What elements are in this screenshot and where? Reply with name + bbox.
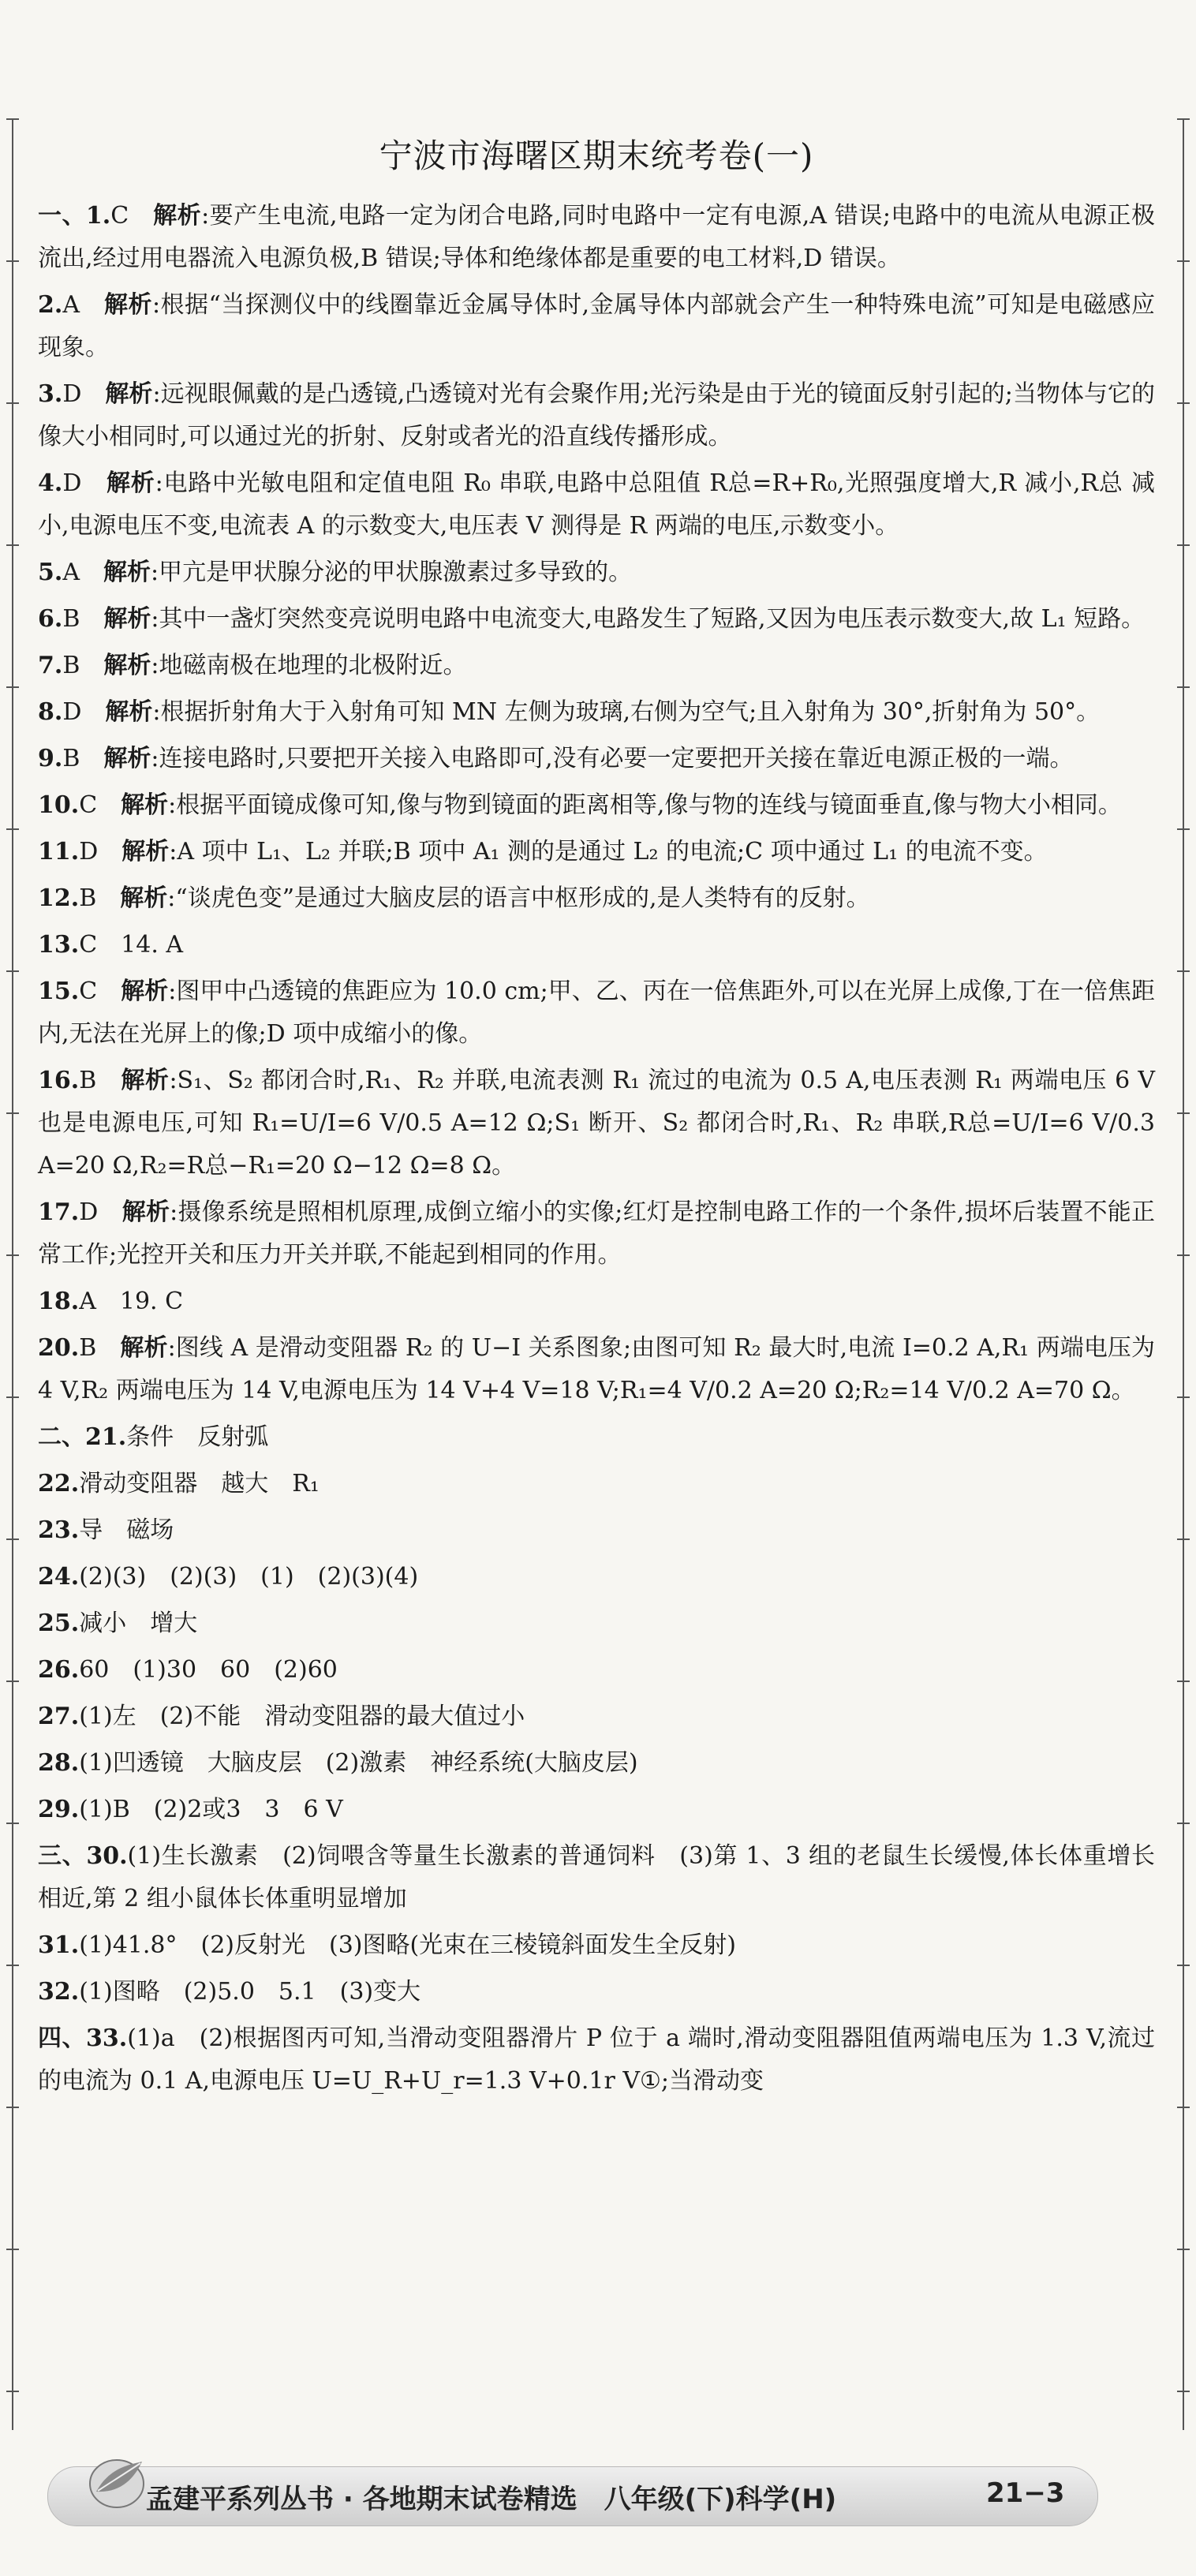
- answer-item: [38, 1463, 1155, 1505]
- analysis-label: 解析: [121, 978, 169, 1005]
- analysis-label: 解析: [153, 202, 202, 230]
- rail-tick: [1177, 1823, 1190, 1824]
- answer-item: [38, 1191, 1155, 1277]
- answer-item: [38, 1742, 1155, 1785]
- question-number: 20.: [38, 1334, 80, 1362]
- rail-tick: [6, 970, 19, 972]
- answer-text: 导 磁场: [79, 1516, 174, 1544]
- question-number: 四、33.: [38, 2025, 128, 2052]
- leaf-logo-icon: [79, 2443, 155, 2518]
- rail-tick: [6, 1112, 19, 1114]
- question-number: 8.: [38, 698, 63, 726]
- answer-list: [38, 195, 1155, 2103]
- analysis-label: 解析: [121, 838, 170, 866]
- answer-item: [38, 1835, 1155, 1920]
- rail-tick: [6, 686, 19, 688]
- analysis-label: 解析: [103, 605, 151, 633]
- rail-tick: [6, 1538, 19, 1540]
- answer-item: [38, 1281, 1155, 1323]
- rail-tick: [6, 1254, 19, 1256]
- answer-item: [38, 462, 1155, 548]
- question-number: 18.: [38, 1288, 80, 1315]
- analysis-label: 解析: [120, 1334, 168, 1362]
- rail-tick: [1177, 1396, 1190, 1398]
- answer-choice: C: [79, 791, 98, 819]
- answer-choice: D: [79, 838, 99, 866]
- answer-item: [38, 284, 1155, 369]
- question-number: 5.: [38, 559, 63, 586]
- rail-tick: [6, 1396, 19, 1398]
- question-number: 28.: [38, 1749, 80, 1777]
- rail-tick: [6, 118, 19, 120]
- rail-tick: [6, 260, 19, 262]
- answer-choice: C: [79, 931, 98, 959]
- answer-text: :S₁、S₂ 都闭合时,R₁、R₂ 并联,电流表测 R₁ 流过的电流为 0.5 A,电压表测 R₁ 两端电压 6 V 也是电源电压,可知 R₁=U/I=6 V/0.5 A=12 Ω;S₁ 断开、S₂ 都闭合时,R₁、R₂ 串联,R总=U/I=6 V/0.3 A=20 Ω,R₂=R总−R₁=20 Ω−12 Ω=8 Ω。: [38, 1067, 1156, 1180]
- answer-text: 19. C: [119, 1288, 184, 1315]
- rail-tick: [1177, 1112, 1190, 1114]
- analysis-label: 解析: [121, 791, 169, 819]
- footer-page-number: 21−3: [986, 2477, 1065, 2509]
- question-number: 15.: [38, 978, 80, 1005]
- answer-item: [38, 738, 1155, 780]
- question-number: 4.: [38, 469, 63, 497]
- question-number: 32.: [38, 1978, 80, 2006]
- answer-choice: D: [62, 698, 82, 726]
- answer-text: :地磁南极在地理的北极附近。: [151, 652, 467, 679]
- question-number: 25.: [38, 1610, 80, 1637]
- answer-item: [38, 645, 1155, 687]
- answer-choice: B: [79, 1334, 97, 1362]
- rail-tick: [6, 402, 19, 404]
- answer-text: 条件 反射弧: [126, 1423, 269, 1451]
- rail-tick: [1177, 2107, 1190, 2108]
- answer-item: [38, 195, 1155, 280]
- rail-tick: [1177, 2391, 1190, 2392]
- page-title: 宁波市海曙区期末统考卷(一): [379, 136, 814, 175]
- rail-tick: [6, 1965, 19, 1966]
- answer-choice: B: [62, 652, 80, 679]
- right-margin-rail: [1175, 118, 1191, 2430]
- question-number: 24.: [38, 1563, 80, 1591]
- answer-choice: D: [62, 380, 82, 408]
- answer-text: :A 项中 L₁、L₂ 并联;B 项中 A₁ 测的是通过 L₂ 的电流;C 项中通过 L₁ 的电流不变。: [169, 838, 1048, 866]
- answer-choice: D: [62, 469, 82, 497]
- answer-item: [38, 1924, 1155, 1967]
- rail-tick: [6, 828, 19, 830]
- question-number: 10.: [38, 791, 80, 819]
- answer-choice: A: [62, 559, 80, 586]
- rail-tick: [1177, 828, 1190, 830]
- answer-text: 60 (1)30 60 (2)60: [79, 1656, 338, 1684]
- answer-text: :甲亢是甲状腺分泌的甲状腺激素过多导致的。: [151, 559, 633, 586]
- question-number: 16.: [38, 1067, 80, 1094]
- analysis-label: 解析: [121, 1198, 170, 1226]
- analysis-label: 解析: [105, 698, 153, 726]
- question-number: 二、21.: [38, 1423, 127, 1451]
- question-number: 9.: [38, 745, 63, 772]
- rail-tick: [1177, 544, 1190, 546]
- analysis-label: 解析: [103, 291, 152, 319]
- question-number: 2.: [38, 291, 63, 319]
- answer-item: [38, 598, 1155, 641]
- rail-tick: [1177, 2249, 1190, 2250]
- question-number: 3.: [38, 380, 63, 408]
- answer-text: (1)a (2)根据图丙可知,当滑动变阻器滑片 P 位于 a 端时,滑动变阻器阻值两端电压为 1.3 V,流过的电流为 0.1 A,电源电压 U=U_R+U_r=1.3 V+0.1r V①;当滑动变: [38, 2025, 1155, 2095]
- answer-text: 滑动变阻器 越大 R₁: [79, 1470, 320, 1497]
- answer-item: [38, 691, 1155, 734]
- answer-item: [38, 373, 1155, 458]
- answer-text: :“谈虎色变”是通过大脑皮层的语言中枢形成的,是人类特有的反射。: [167, 884, 870, 912]
- answer-item: [38, 2017, 1155, 2103]
- rail-tick: [1177, 970, 1190, 972]
- rail-tick: [6, 1681, 19, 1682]
- rail-tick: [6, 2391, 19, 2392]
- question-number: 31.: [38, 1931, 80, 1959]
- answer-item: [38, 551, 1155, 594]
- rail-tick: [1177, 1965, 1190, 1966]
- answer-text: :电路中光敏电阻和定值电阻 R₀ 串联,电路中总阻值 R总=R+R₀,光照强度增大,R 减小,R总 减小,电源电压不变,电流表 A 的示数变大,电压表 V 测得是 R 两端的电压,示数变小。: [38, 469, 1156, 540]
- answer-text: 14. A: [121, 931, 184, 959]
- analysis-label: 解析: [120, 884, 168, 912]
- rail-tick: [1177, 1681, 1190, 1682]
- answer-choice: A: [62, 291, 80, 319]
- answer-text: :图线 A 是滑动变阻器 R₂ 的 U−I 关系图象;由图可知 R₂ 最大时,电流 I=0.2 A,R₁ 两端电压为 4 V,R₂ 两端电压为 14 V,电源电压为 14 V+4 V=18 V;R₁=4 V/0.2 A=20 Ω;R₂=14 V/0.2 A=70 Ω。: [38, 1334, 1155, 1404]
- analysis-label: 解析: [105, 380, 153, 408]
- rail-tick: [6, 1823, 19, 1824]
- answer-text: :连接电路时,只要把开关接入电路即可,没有必要一定要把开关接在靠近电源正极的一端。: [151, 745, 1074, 772]
- answer-item: [38, 1416, 1155, 1459]
- answer-text: (1)左 (2)不能 滑动变阻器的最大值过小: [79, 1703, 525, 1730]
- answer-item: [38, 784, 1155, 827]
- answer-item: [38, 1060, 1155, 1187]
- answer-item: [38, 877, 1155, 920]
- analysis-label: 解析: [103, 745, 151, 772]
- answer-text: (1)凹透镜 大脑皮层 (2)激素 神经系统(大脑皮层): [79, 1749, 638, 1777]
- answer-text: 减小 增大: [79, 1610, 198, 1637]
- rail-tick: [1177, 1538, 1190, 1540]
- answer-choice: B: [62, 745, 80, 772]
- answer-text: (1)生长激素 (2)饲喂含等量生长激素的普通饲料 (3)第 1、3 组的老鼠生长缓慢,体长体重增长相近,第 2 组小鼠体长体重明显增加: [38, 1842, 1155, 1912]
- answer-text: (1)B (2)2或3 3 6 V: [79, 1796, 343, 1823]
- rail-tick: [6, 544, 19, 546]
- answer-text: (1)图略 (2)5.0 5.1 (3)变大: [79, 1978, 421, 2006]
- answer-text: (1)41.8° (2)反射光 (3)图略(光束在三棱镜斜面发生全反射): [79, 1931, 736, 1959]
- answer-item: [38, 831, 1155, 873]
- answer-item: [38, 1649, 1155, 1692]
- answer-choice: B: [79, 1067, 97, 1094]
- answer-text: :根据平面镜成像可知,像与物到镜面的距离相等,像与物的连线与镜面垂直,像与物大小相同。: [168, 791, 1122, 819]
- question-number: 29.: [38, 1796, 80, 1823]
- answer-item: [38, 1971, 1155, 2013]
- answer-item: [38, 924, 1155, 966]
- question-number: 6.: [38, 605, 63, 633]
- answer-text: :根据折射角大于入射角可知 MN 左侧为玻璃,右侧为空气;且入射角为 30°,折射角为 50°。: [152, 698, 1101, 726]
- answer-text: :摄像系统是照相机原理,成倒立缩小的实像;红灯是控制电路工作的一个条件,损坏后装置不能正常工作;光控开关和压力开关并联,不能起到相同的作用。: [38, 1198, 1156, 1269]
- answer-choice: D: [79, 1198, 99, 1226]
- answer-text: :要产生电流,电路一定为闭合电路,同时电路中一定有电源,A 错误;电路中的电流从电源正极流出,经过用电器流入电源负极,B 错误;导体和绝缘体都是重要的电工材料,D 错误。: [38, 202, 1156, 272]
- analysis-label: 解析: [103, 559, 151, 586]
- rail-tick: [1177, 260, 1190, 262]
- question-number: 11.: [38, 838, 80, 866]
- footer-series-title: 孟建平系列丛书 · 各地期末试卷精选 八年级(下)科学(H): [146, 2484, 837, 2515]
- answer-item: [38, 1696, 1155, 1738]
- answer-item: [38, 1789, 1155, 1831]
- answer-text: :远视眼佩戴的是凸透镜,凸透镜对光有会聚作用;光污染是由于光的镜面反射引起的;当物体与它的像大小相同时,可以通过光的折射、反射或者光的沿直线传播形成。: [38, 380, 1155, 451]
- rail-tick: [1177, 686, 1190, 688]
- answer-choice: B: [62, 605, 80, 633]
- answer-choice: C: [79, 978, 98, 1005]
- question-number: 一、1.: [38, 202, 111, 230]
- rail-tick: [1177, 118, 1190, 120]
- rail-tick: [1177, 402, 1190, 404]
- answer-item: [38, 1509, 1155, 1552]
- answer-item: [38, 1602, 1155, 1645]
- answer-item: [38, 1327, 1155, 1412]
- rail-tick: [6, 2107, 19, 2108]
- analysis-label: 解析: [106, 469, 155, 497]
- question-number: 27.: [38, 1703, 80, 1730]
- question-number: 23.: [38, 1516, 80, 1544]
- rail-tick: [1177, 1254, 1190, 1256]
- answer-choice: B: [79, 884, 97, 912]
- left-margin-rail: [5, 118, 21, 2430]
- answer-item: [38, 970, 1155, 1056]
- answer-choice: C: [110, 202, 129, 230]
- question-number: 三、30.: [38, 1842, 128, 1870]
- analysis-label: 解析: [103, 652, 151, 679]
- question-number: 7.: [38, 652, 63, 679]
- question-number: 13.: [38, 931, 80, 959]
- answer-choice: A: [79, 1288, 96, 1315]
- answer-text: :图甲中凸透镜的焦距应为 10.0 cm;甲、乙、丙在一倍焦距外,可以在光屏上成像,丁在一倍焦距内,无法在光屏上的像;D 项中成缩小的像。: [38, 978, 1156, 1048]
- answer-text: :根据“当探测仪中的线圈靠近金属导体时,金属导体内部就会产生一种特殊电流”可知是电磁感应现象。: [38, 291, 1155, 361]
- question-number: 22.: [38, 1470, 80, 1497]
- analysis-label: 解析: [121, 1067, 170, 1094]
- answer-page: [38, 130, 1155, 2107]
- question-number: 26.: [38, 1656, 80, 1684]
- answer-text: (2)(3) (2)(3) (1) (2)(3)(4): [79, 1563, 419, 1591]
- answer-text: :其中一盏灯突然变亮说明电路中电流变大,电路发生了短路,又因为电压表示数变大,故 L₁ 短路。: [151, 605, 1146, 633]
- question-number: 12.: [38, 884, 80, 912]
- answer-item: [38, 1556, 1155, 1598]
- question-number: 17.: [38, 1198, 80, 1226]
- rail-tick: [6, 2249, 19, 2250]
